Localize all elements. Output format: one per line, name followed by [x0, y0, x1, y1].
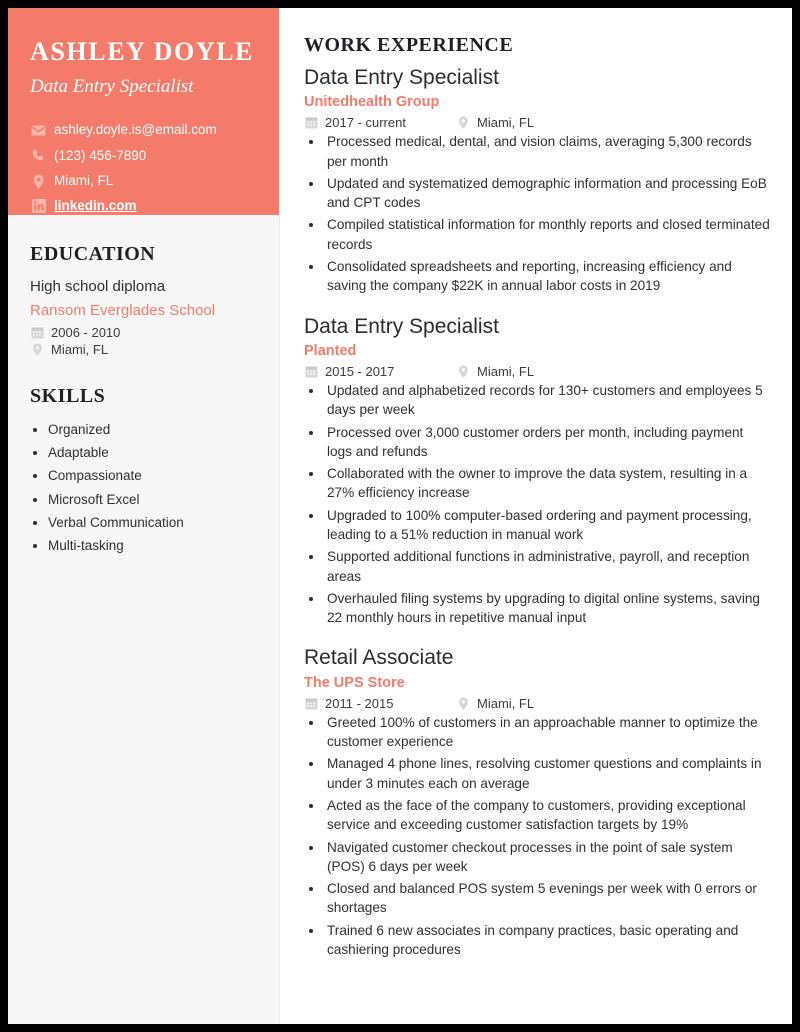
education-heading: EDUCATION — [30, 243, 156, 265]
envelope-icon — [30, 125, 47, 136]
job-role: Data Entry Specialist — [304, 66, 499, 89]
sidebar-body — [8, 243, 279, 557]
job-role: Data Entry Specialist — [304, 314, 499, 338]
job-company: Unitedhealth Group — [304, 94, 440, 111]
map-pin-icon — [456, 697, 471, 710]
job-meta — [304, 115, 772, 130]
job-meta — [304, 696, 772, 711]
skills-heading: SKILLS — [30, 385, 106, 407]
sidebar-header — [8, 8, 279, 215]
list-item: • Processed medical, dental, and vision claims, averaging 5,300 records per month — [324, 132, 772, 171]
job-location-row — [456, 115, 534, 130]
list-item: • Organized — [48, 418, 257, 441]
calendar-icon — [304, 116, 319, 129]
list-item: • Verbal Communication — [48, 511, 257, 534]
job-dates-row — [304, 364, 456, 379]
contact-item-phone — [30, 146, 257, 166]
job-location: Miami, FL — [477, 363, 535, 379]
list-item: • Updated and alphabetized records for 130+ customers and employees 5 days per week — [324, 381, 772, 420]
experience-entry — [304, 314, 772, 628]
phone-icon — [30, 149, 47, 162]
job-location-row — [456, 364, 534, 379]
contact-item-location — [30, 171, 257, 191]
job-location: Miami, FL — [477, 115, 535, 131]
skills-list — [30, 418, 257, 557]
resume-page — [8, 8, 792, 1024]
education-location: Miami, FL — [51, 342, 109, 357]
job-bullets — [304, 381, 772, 628]
list-item: • Upgraded to 100% computer-based ordering and payment processing, leading to a 51% reduction in manual work — [324, 506, 772, 545]
job-location-row — [456, 696, 534, 711]
contact-phone-text[interactable]: (123) 456-7890 — [54, 147, 147, 163]
linkedin-icon — [30, 199, 47, 213]
sidebar — [8, 8, 280, 1024]
list-item: • Collaborated with the owner to improve the data system, resulting in a 27% efficiency increase — [324, 464, 772, 503]
list-item: • Closed and balanced POS system 5 evenings per week with 0 errors or shortages — [324, 879, 772, 918]
job-role: Retail Associate — [304, 646, 454, 670]
map-pin-icon — [456, 365, 471, 378]
list-item: • Overhauled filing systems by upgrading to digital online systems, saving 22 monthly hours in repetitive manual input — [324, 589, 772, 628]
headline-job-title: Data Entry Specialist — [30, 75, 194, 97]
job-company: Planted — [304, 342, 357, 359]
map-pin-icon — [30, 174, 47, 189]
job-bullets — [304, 713, 772, 960]
education-school: Ransom Everglades School — [30, 301, 216, 319]
job-dates: 2017 - current — [325, 115, 406, 131]
list-item: • Managed 4 phone lines, resolving customer questions and complaints in under 3 minutes each on average — [324, 754, 772, 793]
contact-list — [30, 120, 257, 216]
experience-entry — [304, 645, 772, 959]
list-item: • Navigated customer checkout processes in the point of sale system (POS) 6 days per week — [324, 838, 772, 877]
list-item: • Compassionate — [48, 464, 257, 487]
calendar-icon — [304, 365, 319, 378]
education-degree: High school diploma — [30, 278, 166, 295]
list-item: • Supported additional functions in administrative, payroll, and reception areas — [324, 547, 772, 586]
contact-linkedin-link[interactable]: linkedin.com — [54, 198, 137, 214]
contact-location-text: Miami, FL — [54, 172, 114, 188]
calendar-icon — [30, 326, 45, 339]
job-dates: 2015 - 2017 — [325, 363, 395, 379]
list-item: • Multi-tasking — [48, 534, 257, 557]
contact-email-text[interactable]: ashley.doyle.is@email.com — [54, 122, 217, 138]
work-experience-section — [280, 8, 792, 1024]
list-item: • Updated and systematized demographic information and processing EoB and CPT codes — [324, 174, 772, 213]
list-item: • Adaptable — [48, 441, 257, 464]
job-dates: 2011 - 2015 — [325, 695, 394, 711]
job-bullets — [304, 132, 772, 295]
job-location: Miami, FL — [477, 695, 535, 711]
education-location-row — [30, 342, 257, 357]
list-item: • Acted as the face of the company to customers, providing exceptional service and exceeding customer satisfaction targets by 19% — [324, 796, 772, 835]
experience-entry — [304, 65, 772, 296]
list-item: • Trained 6 new associates in company practices, basic operating and cashiering procedures — [324, 921, 772, 960]
education-dates: 2006 - 2010 — [51, 325, 121, 340]
contact-item-email — [30, 120, 257, 140]
list-item: • Compiled statistical information for monthly reports and closed terminated records — [324, 215, 772, 254]
contact-item-linkedin — [30, 196, 257, 216]
map-pin-icon — [456, 116, 471, 129]
job-meta — [304, 364, 772, 379]
list-item: • Processed over 3,000 customer orders per month, including payment logs and refunds — [324, 423, 772, 462]
job-company: The UPS Store — [304, 674, 405, 691]
map-pin-icon — [30, 343, 45, 356]
job-dates-row — [304, 696, 456, 711]
list-item: • Consolidated spreadsheets and reporting, increasing efficiency and saving the company $22K in annual labor costs in 2019 — [324, 257, 772, 296]
calendar-icon — [304, 697, 319, 710]
job-dates-row — [304, 115, 456, 130]
education-dates-row — [30, 325, 257, 340]
list-item: • Microsoft Excel — [48, 488, 257, 511]
page-title: ASHLEY DOYLE — [30, 37, 255, 66]
list-item: • Greeted 100% of customers in an approachable manner to optimize the customer experience — [324, 713, 772, 752]
work-experience-heading: WORK EXPERIENCE — [304, 34, 514, 56]
